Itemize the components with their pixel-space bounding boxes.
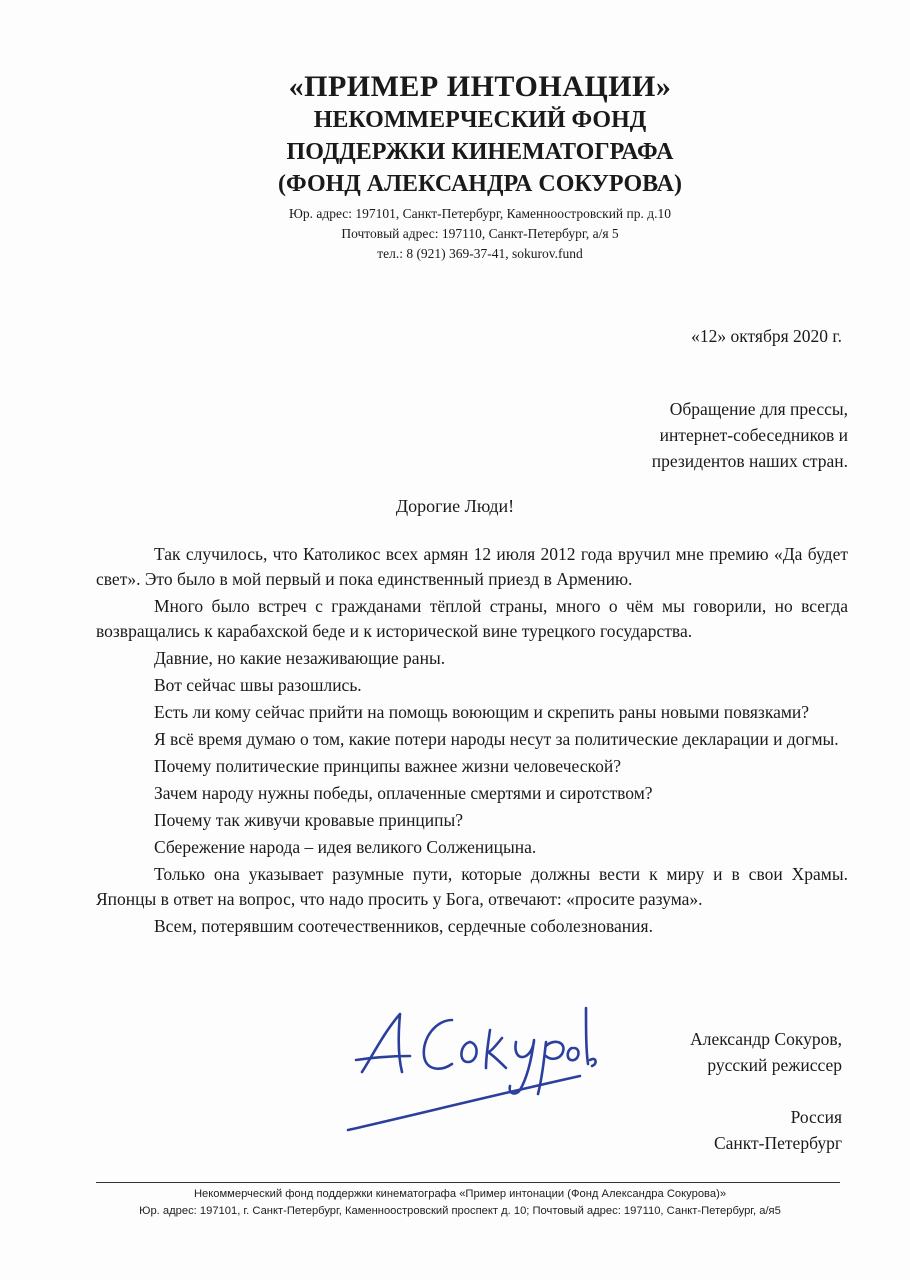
signatory-title: русский режиссер [707, 1055, 842, 1075]
body-paragraph: Почему политические принципы важнее жизни человеческой? [154, 756, 622, 776]
body-paragraph: Давние, но какие незаживающие раны. [154, 648, 446, 668]
place-block [714, 1104, 842, 1156]
greeting: Дорогие Люди! [395, 496, 515, 516]
foundation-name-line-2: ПОДДЕРЖКИ КИНЕМАТОГРАФА [286, 139, 674, 165]
footer-foundation-name: Некоммерческий фонд поддержки кинематографа «Пример интонации (Фонд Александра Сокурова)» [193, 1188, 727, 1200]
letterhead [200, 70, 760, 264]
addressee-line: президентов наших стран. [651, 451, 848, 471]
body-paragraph: Вот сейчас швы разошлись. [154, 675, 362, 695]
addressee-block [652, 396, 848, 474]
body-paragraph: Зачем народу нужны победы, оплаченные смертями и сиротством? [154, 783, 653, 803]
body-paragraph: Так случилось, что Католикос всех армян 12 июля 2012 года вручил мне премию «Да будет свет». Это было в мой первый и пока единственный приезд в Армению. [96, 544, 848, 589]
body-paragraph: Только она указывает разумные пути, которые должны вести к миру и в свои Храмы. Японцы в ответ на вопрос, что надо просить у Бога, отвечают: «просите разума». [96, 864, 848, 909]
letter-date: «12» октября 2020 г. [691, 326, 842, 346]
foundation-name-line-1: НЕКОММЕРЧЕСКИЙ ФОНД [313, 107, 647, 133]
body-paragraph: Я всё время думаю о том, какие потери народы несут за политические декларации и догмы. [154, 729, 839, 749]
addressee-line: интернет-собеседников и [659, 425, 848, 445]
addressee-line: Обращение для прессы, [669, 399, 848, 419]
country: Россия [790, 1107, 842, 1127]
foundation-title: «ПРИМЕР ИНТОНАЦИИ» [288, 70, 672, 103]
body-paragraph: Сбережение народа – идея великого Солженицына. [154, 837, 537, 857]
legal-address: Юр. адрес: 197101, Санкт-Петербург, Каменноостровский пр. д.10 [288, 206, 671, 221]
postal-address: Почтовый адрес: 197110, Санкт-Петербург, а/я 5 [341, 226, 619, 241]
letter-body [96, 542, 848, 941]
footer-addresses: Юр. адрес: 197101, г. Санкт-Петербург, Каменноостровский проспект д. 10; Почтовый адрес: 197110, Санкт-Петербург, а/я5 [139, 1205, 781, 1217]
body-paragraph: Есть ли кому сейчас прийти на помощь воюющим и скрепить раны новыми повязками? [154, 702, 810, 722]
signatory-name: Александр Сокуров, [690, 1029, 842, 1049]
page-footer [60, 1186, 860, 1220]
footer-divider [96, 1182, 840, 1183]
body-paragraph: Много было встреч с гражданами тёплой страны, много о чём мы говорили, но всегда возвращались к карабахской беде и к исторической вине турецкого государства. [96, 596, 848, 641]
handwritten-signature [340, 990, 620, 1140]
phone-and-site: тел.: 8 (921) 369-37-41, sokurov.fund [377, 246, 583, 261]
signatory-block [690, 1026, 842, 1078]
letterhead-contacts [200, 204, 760, 264]
body-paragraph: Почему так живучи кровавые принципы? [154, 810, 464, 830]
foundation-name-line-3: (ФОНД АЛЕКСАНДРА СОКУРОВА) [278, 171, 682, 197]
body-paragraph: Всем, потерявшим соотечественников, сердечные соболезнования. [154, 916, 653, 936]
city: Санкт-Петербург [713, 1133, 842, 1153]
